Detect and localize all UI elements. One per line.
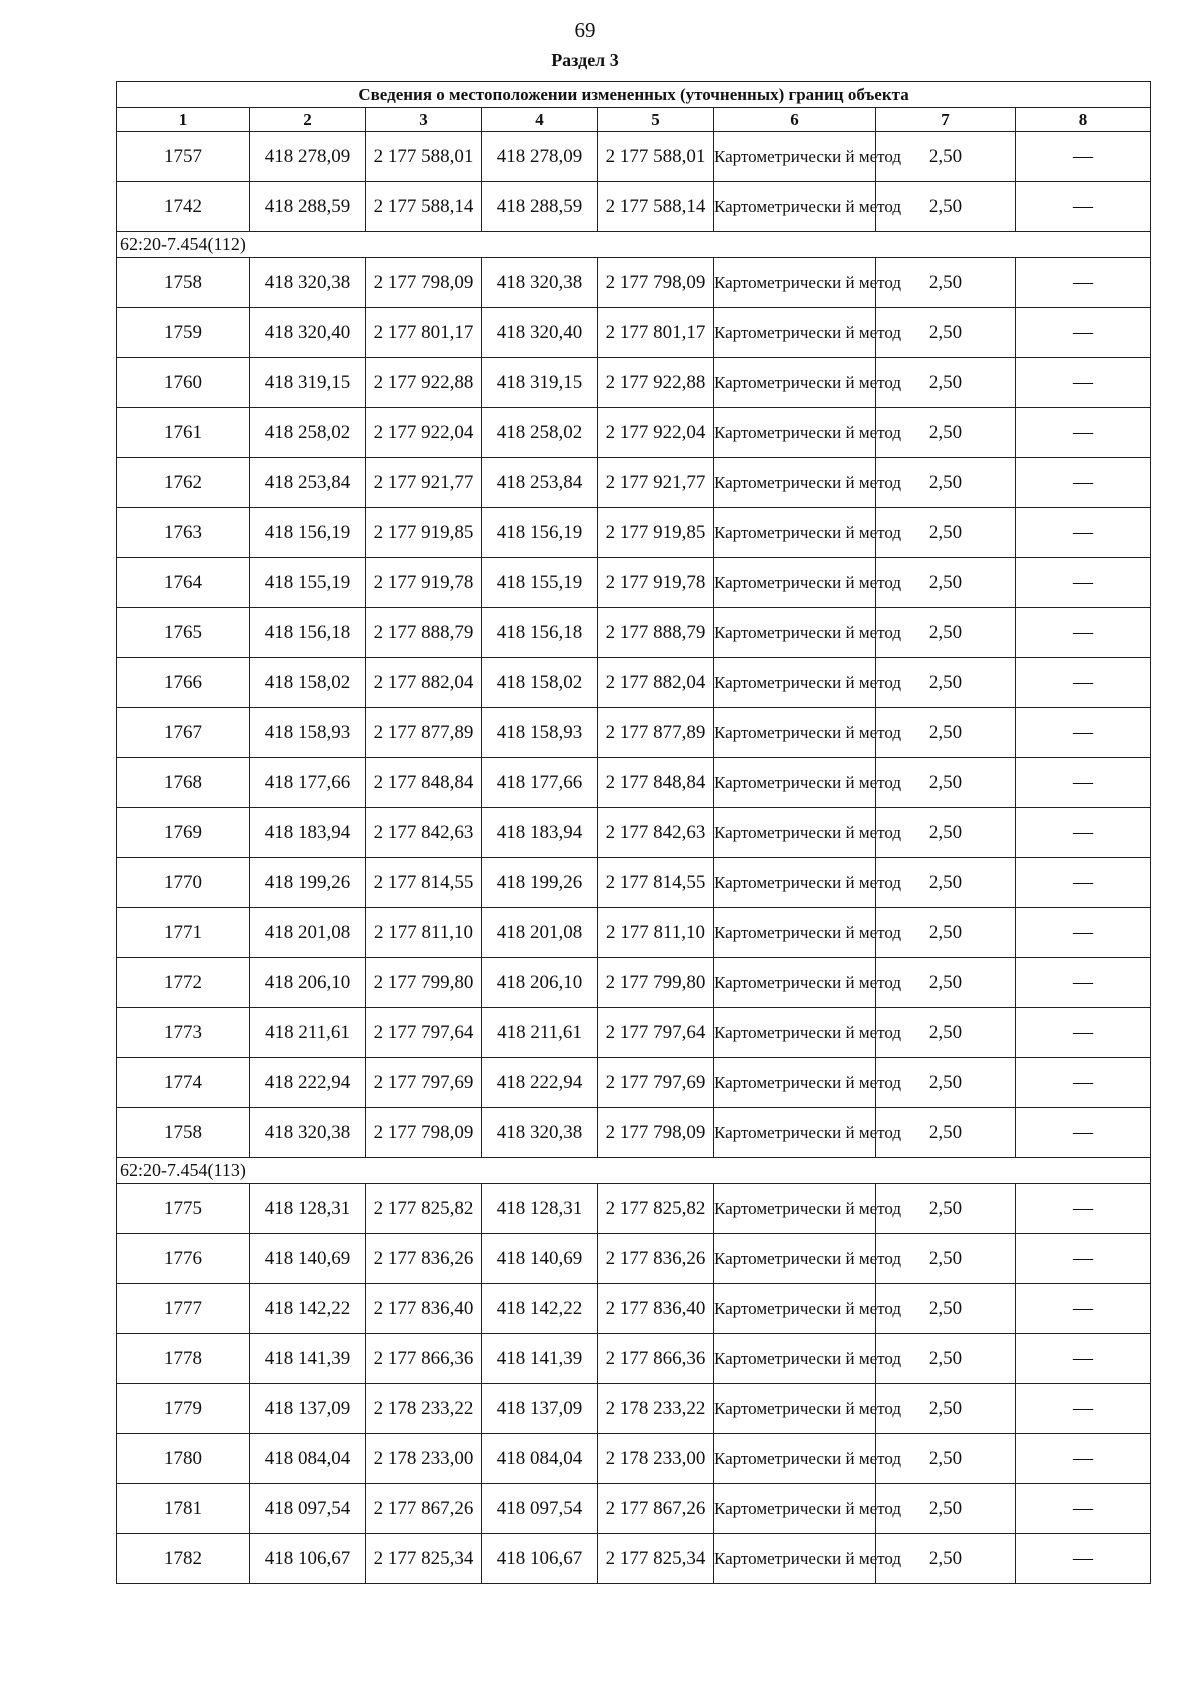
point-number-cell: 1766 (117, 658, 250, 708)
point-number-cell: 1770 (117, 858, 250, 908)
description-cell: — (1016, 258, 1151, 308)
description-cell: — (1016, 1484, 1151, 1534)
y-new-cell: 2 177 836,26 (598, 1234, 714, 1284)
accuracy-cell: 2,50 (876, 358, 1016, 408)
column-number-3: 3 (366, 108, 482, 132)
description-cell: — (1016, 1534, 1151, 1584)
accuracy-cell: 2,50 (876, 1058, 1016, 1108)
x-new-cell: 418 128,31 (482, 1184, 598, 1234)
x-existing-cell: 418 128,31 (250, 1184, 366, 1234)
accuracy-cell: 2,50 (876, 608, 1016, 658)
method-cell: Картометрически й метод (714, 508, 876, 558)
x-new-cell: 418 142,22 (482, 1284, 598, 1334)
accuracy-cell: 2,50 (876, 1108, 1016, 1158)
y-existing-cell: 2 177 798,09 (366, 258, 482, 308)
x-new-cell: 418 288,59 (482, 182, 598, 232)
x-existing-cell: 418 183,94 (250, 808, 366, 858)
table-row (117, 508, 1151, 558)
y-new-cell: 2 177 814,55 (598, 858, 714, 908)
table-row (117, 1484, 1151, 1534)
point-number-cell: 1768 (117, 758, 250, 808)
x-new-cell: 418 084,04 (482, 1434, 598, 1484)
y-existing-cell: 2 177 922,88 (366, 358, 482, 408)
accuracy-cell: 2,50 (876, 708, 1016, 758)
accuracy-cell: 2,50 (876, 1008, 1016, 1058)
x-new-cell: 418 222,94 (482, 1058, 598, 1108)
y-existing-cell: 2 177 882,04 (366, 658, 482, 708)
table-row (117, 958, 1151, 1008)
method-cell: Картометрически й метод (714, 1058, 876, 1108)
x-existing-cell: 418 097,54 (250, 1484, 366, 1534)
table-row (117, 1234, 1151, 1284)
x-new-cell: 418 155,19 (482, 558, 598, 608)
table-row (117, 1058, 1151, 1108)
description-cell: — (1016, 1384, 1151, 1434)
y-new-cell: 2 177 866,36 (598, 1334, 714, 1384)
y-new-cell: 2 177 798,09 (598, 1108, 714, 1158)
x-existing-cell: 418 222,94 (250, 1058, 366, 1108)
y-existing-cell: 2 177 848,84 (366, 758, 482, 808)
y-existing-cell: 2 177 797,69 (366, 1058, 482, 1108)
description-cell: — (1016, 508, 1151, 558)
method-cell: Картометрически й метод (714, 358, 876, 408)
x-existing-cell: 418 201,08 (250, 908, 366, 958)
description-cell: — (1016, 1434, 1151, 1484)
table-row (117, 1534, 1151, 1584)
table-row (117, 1184, 1151, 1234)
x-new-cell: 418 158,93 (482, 708, 598, 758)
accuracy-cell: 2,50 (876, 508, 1016, 558)
table-body (117, 132, 1151, 1584)
column-number-4: 4 (482, 108, 598, 132)
point-number-cell: 1759 (117, 308, 250, 358)
y-new-cell: 2 177 922,88 (598, 358, 714, 408)
accuracy-cell: 2,50 (876, 1534, 1016, 1584)
group-header-row (117, 1158, 1151, 1184)
table-row (117, 758, 1151, 808)
y-existing-cell: 2 177 836,40 (366, 1284, 482, 1334)
x-new-cell: 418 156,18 (482, 608, 598, 658)
x-new-cell: 418 177,66 (482, 758, 598, 808)
description-cell: — (1016, 308, 1151, 358)
x-existing-cell: 418 141,39 (250, 1334, 366, 1384)
description-cell: — (1016, 1284, 1151, 1334)
accuracy-cell: 2,50 (876, 658, 1016, 708)
description-cell: — (1016, 608, 1151, 658)
point-number-cell: 1781 (117, 1484, 250, 1534)
table-row (117, 1384, 1151, 1434)
x-existing-cell: 418 158,93 (250, 708, 366, 758)
description-cell: — (1016, 858, 1151, 908)
point-number-cell: 1769 (117, 808, 250, 858)
y-new-cell: 2 177 842,63 (598, 808, 714, 858)
column-number-row (117, 108, 1151, 132)
y-existing-cell: 2 178 233,22 (366, 1384, 482, 1434)
column-number-5: 5 (598, 108, 714, 132)
table-row (117, 308, 1151, 358)
table-row (117, 1284, 1151, 1334)
point-number-cell: 1775 (117, 1184, 250, 1234)
y-existing-cell: 2 177 888,79 (366, 608, 482, 658)
point-number-cell: 1742 (117, 182, 250, 232)
point-number-cell: 1782 (117, 1534, 250, 1584)
accuracy-cell: 2,50 (876, 858, 1016, 908)
table-row (117, 658, 1151, 708)
method-cell: Картометрически й метод (714, 708, 876, 758)
point-number-cell: 1765 (117, 608, 250, 658)
y-existing-cell: 2 177 866,36 (366, 1334, 482, 1384)
section-title: Раздел 3 (551, 50, 619, 70)
description-cell: — (1016, 1234, 1151, 1284)
method-cell: Картометрически й метод (714, 1484, 876, 1534)
point-number-cell: 1773 (117, 1008, 250, 1058)
y-existing-cell: 2 177 842,63 (366, 808, 482, 858)
method-cell: Картометрически й метод (714, 858, 876, 908)
y-new-cell: 2 177 797,69 (598, 1058, 714, 1108)
y-existing-cell: 2 177 825,82 (366, 1184, 482, 1234)
description-cell: — (1016, 1008, 1151, 1058)
x-new-cell: 418 253,84 (482, 458, 598, 508)
table-row (117, 908, 1151, 958)
method-cell: Картометрически й метод (714, 1008, 876, 1058)
method-cell: Картометрически й метод (714, 182, 876, 232)
y-new-cell: 2 177 921,77 (598, 458, 714, 508)
y-existing-cell: 2 177 588,01 (366, 132, 482, 182)
point-number-cell: 1762 (117, 458, 250, 508)
table-row (117, 558, 1151, 608)
x-new-cell: 418 156,19 (482, 508, 598, 558)
accuracy-cell: 2,50 (876, 958, 1016, 1008)
table-row (117, 258, 1151, 308)
method-cell: Картометрически й метод (714, 658, 876, 708)
method-cell: Картометрически й метод (714, 408, 876, 458)
x-existing-cell: 418 156,19 (250, 508, 366, 558)
column-number-1: 1 (117, 108, 250, 132)
accuracy-cell: 2,50 (876, 1184, 1016, 1234)
accuracy-cell: 2,50 (876, 558, 1016, 608)
table-row (117, 608, 1151, 658)
x-existing-cell: 418 106,67 (250, 1534, 366, 1584)
accuracy-cell: 2,50 (876, 132, 1016, 182)
description-cell: — (1016, 558, 1151, 608)
x-new-cell: 418 158,02 (482, 658, 598, 708)
y-new-cell: 2 177 798,09 (598, 258, 714, 308)
x-existing-cell: 418 158,02 (250, 658, 366, 708)
y-new-cell: 2 177 848,84 (598, 758, 714, 808)
x-new-cell: 418 106,67 (482, 1534, 598, 1584)
table-row (117, 132, 1151, 182)
method-cell: Картометрически й метод (714, 1334, 876, 1384)
y-existing-cell: 2 177 798,09 (366, 1108, 482, 1158)
description-cell: — (1016, 132, 1151, 182)
method-cell: Картометрически й метод (714, 758, 876, 808)
y-existing-cell: 2 177 797,64 (366, 1008, 482, 1058)
y-new-cell: 2 178 233,22 (598, 1384, 714, 1434)
description-cell: — (1016, 1334, 1151, 1384)
page-number: 69 (574, 18, 596, 42)
method-cell: Картометрически й метод (714, 808, 876, 858)
y-new-cell: 2 177 922,04 (598, 408, 714, 458)
description-cell: — (1016, 408, 1151, 458)
x-existing-cell: 418 155,19 (250, 558, 366, 608)
accuracy-cell: 2,50 (876, 1284, 1016, 1334)
y-new-cell: 2 177 797,64 (598, 1008, 714, 1058)
table-row (117, 1334, 1151, 1384)
x-new-cell: 418 141,39 (482, 1334, 598, 1384)
column-number-2: 2 (250, 108, 366, 132)
description-cell: — (1016, 458, 1151, 508)
accuracy-cell: 2,50 (876, 1334, 1016, 1384)
y-new-cell: 2 177 888,79 (598, 608, 714, 658)
accuracy-cell: 2,50 (876, 908, 1016, 958)
x-existing-cell: 418 319,15 (250, 358, 366, 408)
table-row (117, 458, 1151, 508)
accuracy-cell: 2,50 (876, 808, 1016, 858)
method-cell: Картометрически й метод (714, 1434, 876, 1484)
point-number-cell: 1779 (117, 1384, 250, 1434)
y-existing-cell: 2 177 919,85 (366, 508, 482, 558)
method-cell: Картометрически й метод (714, 258, 876, 308)
point-number-cell: 1778 (117, 1334, 250, 1384)
accuracy-cell: 2,50 (876, 408, 1016, 458)
table-row (117, 358, 1151, 408)
y-existing-cell: 2 177 814,55 (366, 858, 482, 908)
y-new-cell: 2 177 882,04 (598, 658, 714, 708)
y-existing-cell: 2 177 919,78 (366, 558, 482, 608)
x-existing-cell: 418 199,26 (250, 858, 366, 908)
description-cell: — (1016, 1058, 1151, 1108)
y-existing-cell: 2 177 867,26 (366, 1484, 482, 1534)
x-existing-cell: 418 320,38 (250, 258, 366, 308)
point-number-cell: 1776 (117, 1234, 250, 1284)
x-new-cell: 418 140,69 (482, 1234, 598, 1284)
column-number-7: 7 (876, 108, 1016, 132)
accuracy-cell: 2,50 (876, 1384, 1016, 1434)
x-new-cell: 418 319,15 (482, 358, 598, 408)
y-new-cell: 2 177 836,40 (598, 1284, 714, 1334)
x-existing-cell: 418 084,04 (250, 1434, 366, 1484)
method-cell: Картометрически й метод (714, 1534, 876, 1584)
column-number-8: 8 (1016, 108, 1151, 132)
x-new-cell: 418 201,08 (482, 908, 598, 958)
x-existing-cell: 418 253,84 (250, 458, 366, 508)
table-row (117, 408, 1151, 458)
y-new-cell: 2 177 588,14 (598, 182, 714, 232)
column-number-6: 6 (714, 108, 876, 132)
point-number-cell: 1758 (117, 258, 250, 308)
point-number-cell: 1761 (117, 408, 250, 458)
point-number-cell: 1760 (117, 358, 250, 408)
method-cell: Картометрически й метод (714, 958, 876, 1008)
method-cell: Картометрически й метод (714, 308, 876, 358)
y-new-cell: 2 177 811,10 (598, 908, 714, 958)
x-new-cell: 418 278,09 (482, 132, 598, 182)
x-existing-cell: 418 278,09 (250, 132, 366, 182)
table-row (117, 1108, 1151, 1158)
method-cell: Картометрически й метод (714, 908, 876, 958)
description-cell: — (1016, 1184, 1151, 1234)
description-cell: — (1016, 658, 1151, 708)
y-new-cell: 2 177 877,89 (598, 708, 714, 758)
table-row (117, 1434, 1151, 1484)
accuracy-cell: 2,50 (876, 758, 1016, 808)
method-cell: Картометрически й метод (714, 1234, 876, 1284)
description-cell: — (1016, 1108, 1151, 1158)
x-existing-cell: 418 258,02 (250, 408, 366, 458)
x-existing-cell: 418 142,22 (250, 1284, 366, 1334)
description-cell: — (1016, 358, 1151, 408)
accuracy-cell: 2,50 (876, 1434, 1016, 1484)
y-existing-cell: 2 177 922,04 (366, 408, 482, 458)
method-cell: Картометрически й метод (714, 1384, 876, 1434)
point-number-cell: 1777 (117, 1284, 250, 1334)
x-new-cell: 418 258,02 (482, 408, 598, 458)
y-new-cell: 2 177 919,85 (598, 508, 714, 558)
y-new-cell: 2 177 799,80 (598, 958, 714, 1008)
x-existing-cell: 418 140,69 (250, 1234, 366, 1284)
table-row (117, 858, 1151, 908)
point-number-cell: 1764 (117, 558, 250, 608)
accuracy-cell: 2,50 (876, 308, 1016, 358)
table-row (117, 1008, 1151, 1058)
x-new-cell: 418 137,09 (482, 1384, 598, 1434)
x-new-cell: 418 320,38 (482, 1108, 598, 1158)
y-new-cell: 2 177 825,82 (598, 1184, 714, 1234)
y-existing-cell: 2 177 811,10 (366, 908, 482, 958)
accuracy-cell: 2,50 (876, 458, 1016, 508)
x-existing-cell: 418 320,38 (250, 1108, 366, 1158)
method-cell: Картометрически й метод (714, 608, 876, 658)
x-existing-cell: 418 211,61 (250, 1008, 366, 1058)
accuracy-cell: 2,50 (876, 258, 1016, 308)
description-cell: — (1016, 182, 1151, 232)
y-existing-cell: 2 177 799,80 (366, 958, 482, 1008)
method-cell: Картометрически й метод (714, 1184, 876, 1234)
x-existing-cell: 418 156,18 (250, 608, 366, 658)
x-existing-cell: 418 288,59 (250, 182, 366, 232)
y-new-cell: 2 177 801,17 (598, 308, 714, 358)
x-existing-cell: 418 206,10 (250, 958, 366, 1008)
x-new-cell: 418 320,40 (482, 308, 598, 358)
description-cell: — (1016, 908, 1151, 958)
x-new-cell: 418 199,26 (482, 858, 598, 908)
point-number-cell: 1763 (117, 508, 250, 558)
x-new-cell: 418 206,10 (482, 958, 598, 1008)
accuracy-cell: 2,50 (876, 1484, 1016, 1534)
method-cell: Картометрически й метод (714, 458, 876, 508)
accuracy-cell: 2,50 (876, 182, 1016, 232)
point-number-cell: 1771 (117, 908, 250, 958)
method-cell: Картометрически й метод (714, 1108, 876, 1158)
method-cell: Картометрически й метод (714, 1284, 876, 1334)
accuracy-cell: 2,50 (876, 1234, 1016, 1284)
description-cell: — (1016, 708, 1151, 758)
method-cell: Картометрически й метод (714, 132, 876, 182)
x-existing-cell: 418 177,66 (250, 758, 366, 808)
y-existing-cell: 2 177 836,26 (366, 1234, 482, 1284)
y-existing-cell: 2 177 825,34 (366, 1534, 482, 1584)
point-number-cell: 1780 (117, 1434, 250, 1484)
table-row (117, 708, 1151, 758)
point-number-cell: 1772 (117, 958, 250, 1008)
y-existing-cell: 2 178 233,00 (366, 1434, 482, 1484)
description-cell: — (1016, 808, 1151, 858)
group-label: 62:20-7.454(112) (117, 232, 1151, 258)
point-number-cell: 1757 (117, 132, 250, 182)
y-new-cell: 2 177 919,78 (598, 558, 714, 608)
method-cell: Картометрически й метод (714, 558, 876, 608)
y-existing-cell: 2 177 877,89 (366, 708, 482, 758)
point-number-cell: 1758 (117, 1108, 250, 1158)
y-new-cell: 2 178 233,00 (598, 1434, 714, 1484)
x-new-cell: 418 320,38 (482, 258, 598, 308)
boundary-coordinates-table (116, 81, 1151, 1584)
x-new-cell: 418 211,61 (482, 1008, 598, 1058)
y-new-cell: 2 177 588,01 (598, 132, 714, 182)
y-existing-cell: 2 177 588,14 (366, 182, 482, 232)
x-new-cell: 418 183,94 (482, 808, 598, 858)
group-label: 62:20-7.454(113) (117, 1158, 1151, 1184)
y-existing-cell: 2 177 921,77 (366, 458, 482, 508)
y-new-cell: 2 177 825,34 (598, 1534, 714, 1584)
x-existing-cell: 418 137,09 (250, 1384, 366, 1434)
group-header-row (117, 232, 1151, 258)
x-existing-cell: 418 320,40 (250, 308, 366, 358)
table-row (117, 182, 1151, 232)
y-existing-cell: 2 177 801,17 (366, 308, 482, 358)
y-new-cell: 2 177 867,26 (598, 1484, 714, 1534)
table-row (117, 808, 1151, 858)
x-new-cell: 418 097,54 (482, 1484, 598, 1534)
table-caption: Сведения о местоположении измененных (уточненных) границ объекта (117, 82, 1151, 108)
point-number-cell: 1767 (117, 708, 250, 758)
point-number-cell: 1774 (117, 1058, 250, 1108)
description-cell: — (1016, 758, 1151, 808)
description-cell: — (1016, 958, 1151, 1008)
